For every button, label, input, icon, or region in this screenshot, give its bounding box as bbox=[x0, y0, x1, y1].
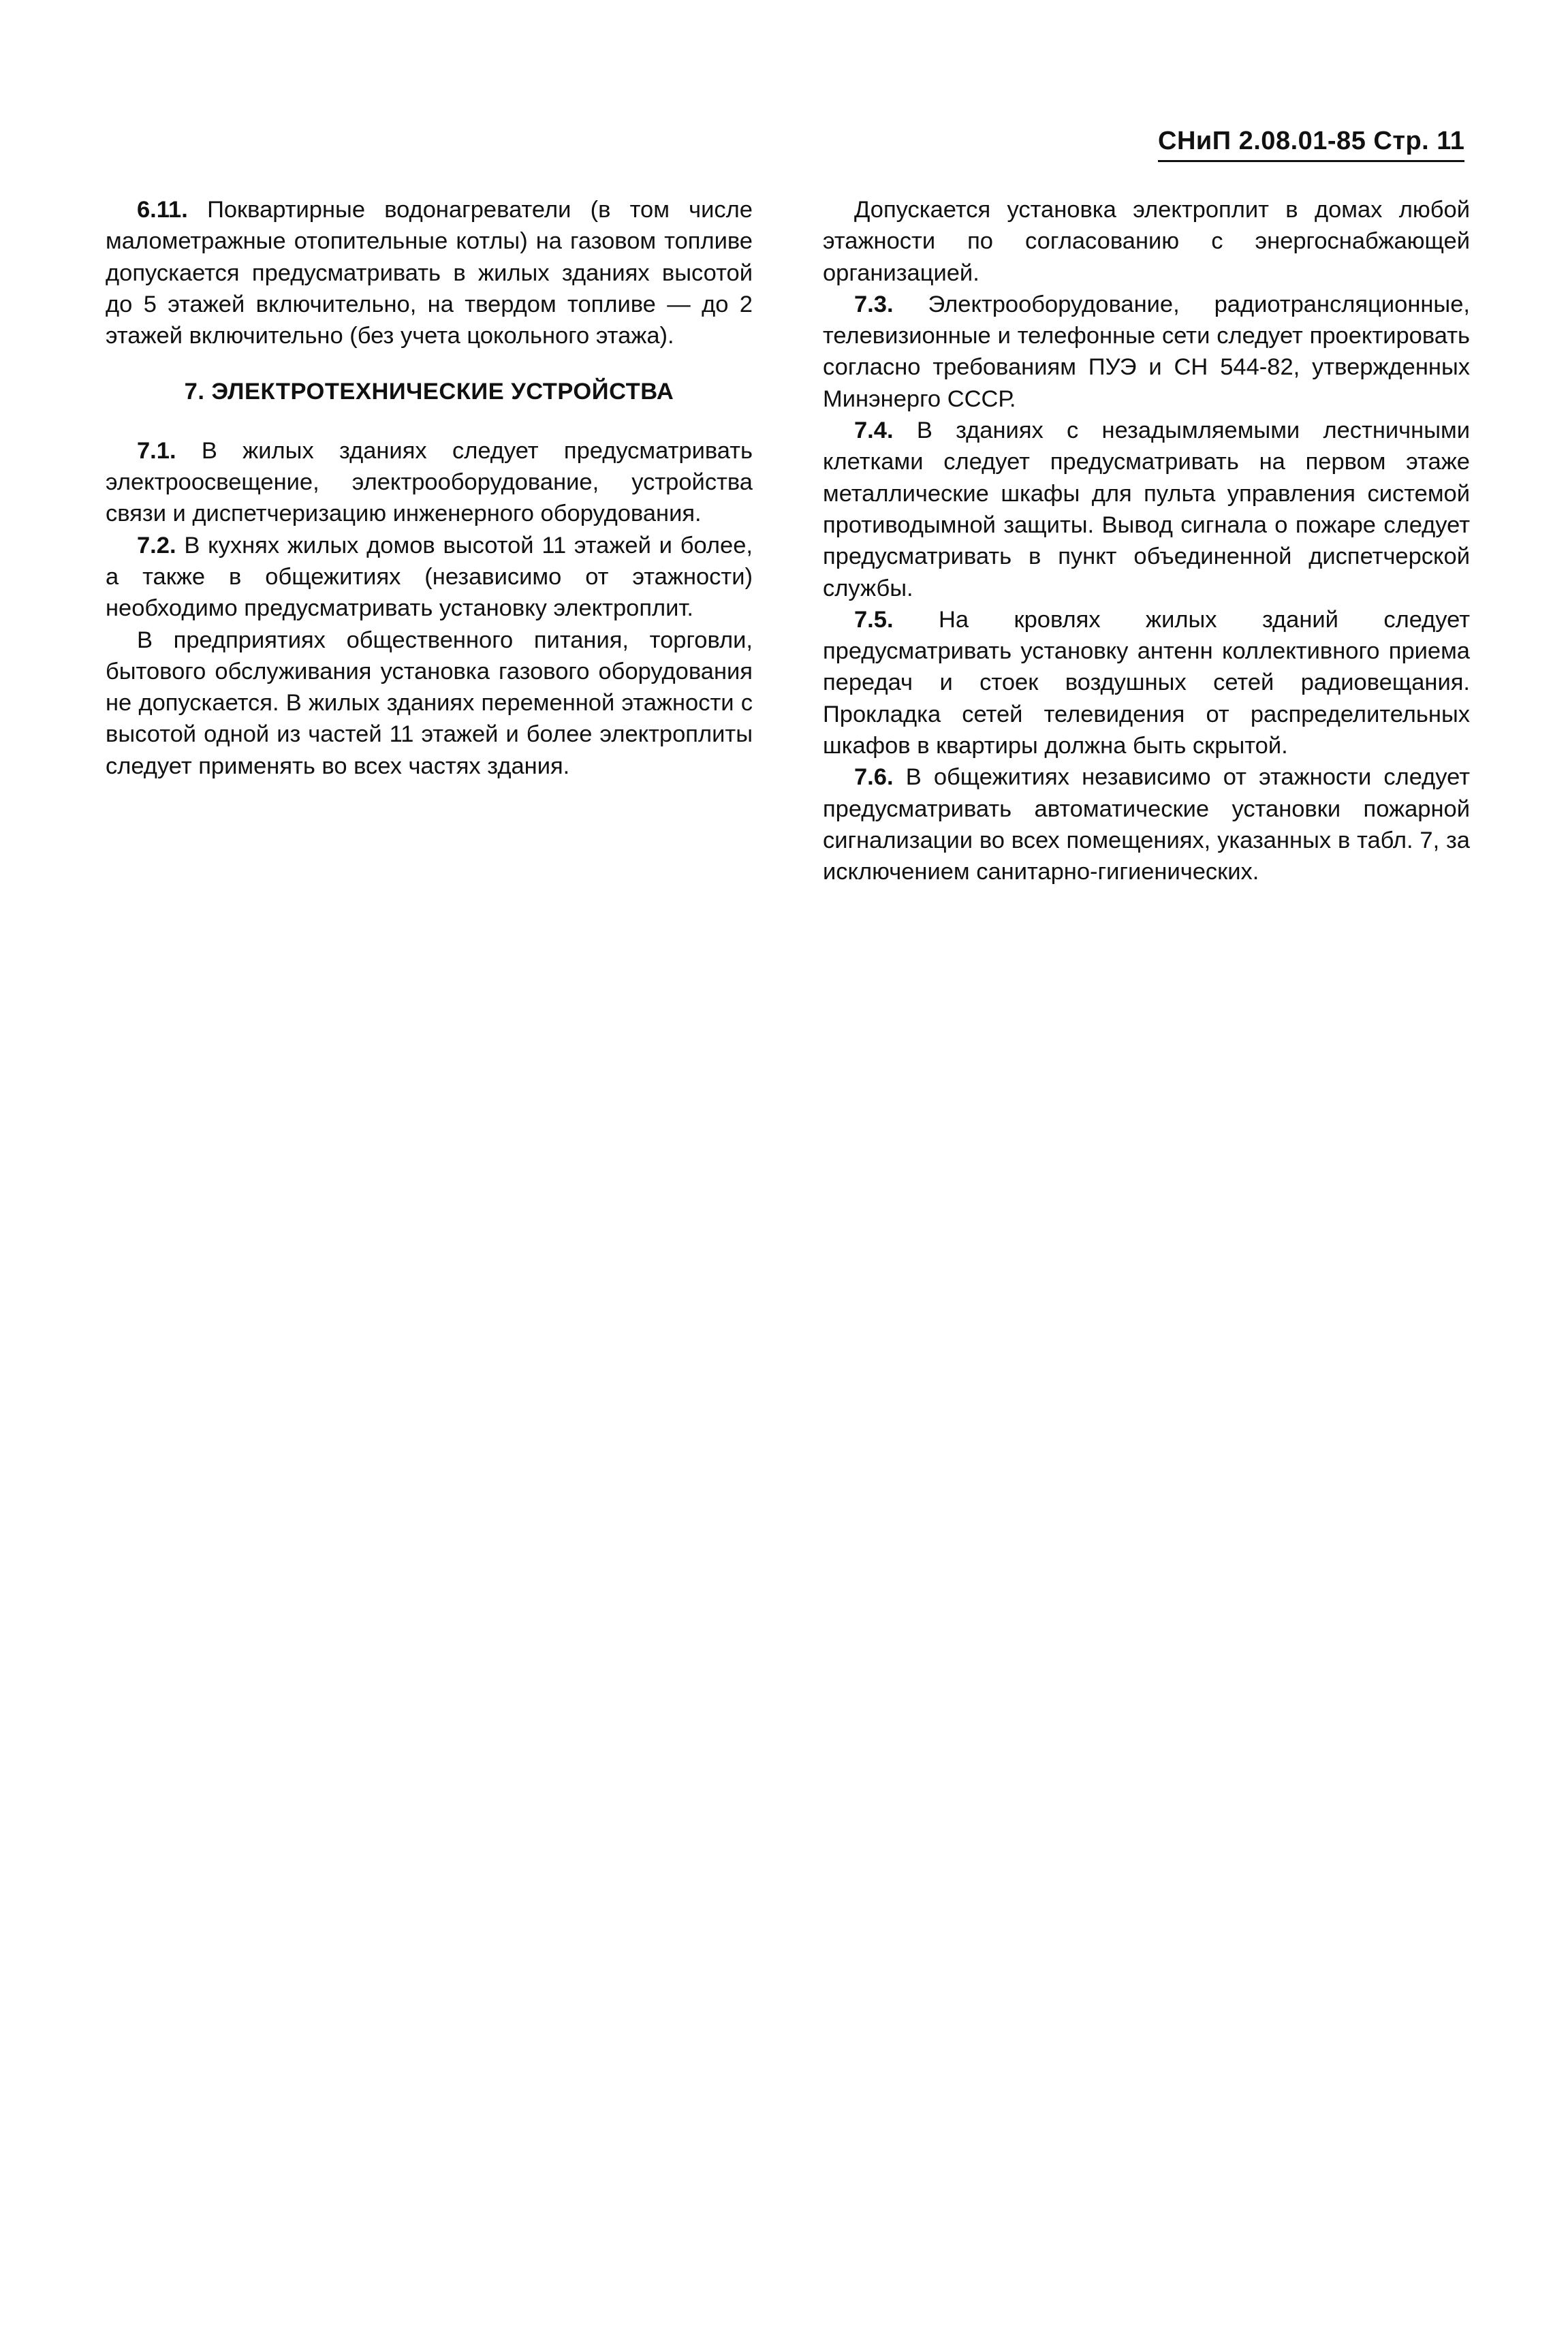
paragraph-number: 7.1. bbox=[137, 437, 176, 464]
paragraph-number: 7.4. bbox=[854, 417, 894, 444]
paragraph-7-4 bbox=[823, 415, 1470, 604]
left-column bbox=[106, 194, 753, 782]
paragraph-electric-stoves-allowed: Допускается установка электроплит в домах любой этажности по согласованию с энергоснабжающей организацией. bbox=[823, 197, 1470, 286]
paragraph-text: На кровлях жилых зданий следует предусматривать установку антенн коллективного приема передач и стоек воздушных сетей радиовещания. Прокладка сетей телевидения от распределительных шкафов в квартиры должна быть скрытой. bbox=[823, 606, 1470, 759]
document-code: СНиП 2.08.01-85 bbox=[1158, 127, 1366, 155]
paragraph-text: В общежитиях независимо от этажности следует предусматривать автоматические установки пожарной сигнализации во всех помещениях, указанных в табл. 7, за исключением санитарно-гигиенических. bbox=[823, 764, 1471, 885]
page-number: Стр. 11 bbox=[1373, 127, 1465, 155]
paragraph-enterprises: В предприятиях общественного питания, торговли, бытового обслуживания установка газового оборудования не допускается. В жилых зданиях переменной этажности с высотой одной из частей 11 этажей и более электроплиты следует применять во всех частях здания. bbox=[106, 627, 753, 779]
paragraph-text: Поквартирные водонагреватели (в том числе малометражные отопительные котлы) на газовом топливе допускается предусматривать в жилых зданиях высотой до 5 этажей включительно, на твердом топливе — до 2 этажей включительно (без учета цокольного этажа). bbox=[106, 197, 753, 349]
paragraph-number: 6.11. bbox=[137, 197, 188, 223]
paragraph-6-11 bbox=[106, 194, 753, 351]
paragraph-number: 7.3. bbox=[854, 291, 894, 317]
paragraph-text: В зданиях с незадымляемыми лестничными клетками следует предусматривать на первом этаже металлические шкафы для пульта управления системой противодымной защиты. Вывод сигнала о пожаре следует предусматривать в пункт объединенной диспетчерской службы. bbox=[823, 417, 1470, 601]
paragraph-7-2 bbox=[106, 530, 753, 625]
paragraph-text: В жилых зданиях следует предусматривать электроосвещение, электрооборудование, устройства связи и диспетчеризацию инженерного оборудования. bbox=[106, 437, 753, 527]
paragraph-number: 7.6. bbox=[854, 764, 894, 791]
paragraph-7-3 bbox=[823, 289, 1470, 415]
section-title: 7. ЭЛЕКТРОТЕХНИЧЕСКИЕ УСТРОЙСТВА bbox=[184, 379, 674, 405]
paragraph-7-6 bbox=[823, 761, 1470, 887]
paragraph-text: Электрооборудование, радиотрансляционные, телевизионные и телефонные сети следует проектировать согласно требованиям ПУЭ и СН 544-82, утвержденных Минэнерго СССР. bbox=[823, 291, 1470, 412]
paragraph-text: В кухнях жилых домов высотой 11 этажей и более, а также в общежитиях (независимо от этажности) необходимо предусматривать установку электроплит. bbox=[106, 532, 753, 622]
paragraph-number: 7.5. bbox=[854, 606, 894, 633]
paragraph-number: 7.2. bbox=[137, 532, 176, 558]
page-header bbox=[1158, 127, 1464, 162]
paragraph-7-1 bbox=[106, 435, 753, 530]
right-column bbox=[823, 194, 1470, 888]
paragraph-7-5 bbox=[823, 604, 1470, 761]
